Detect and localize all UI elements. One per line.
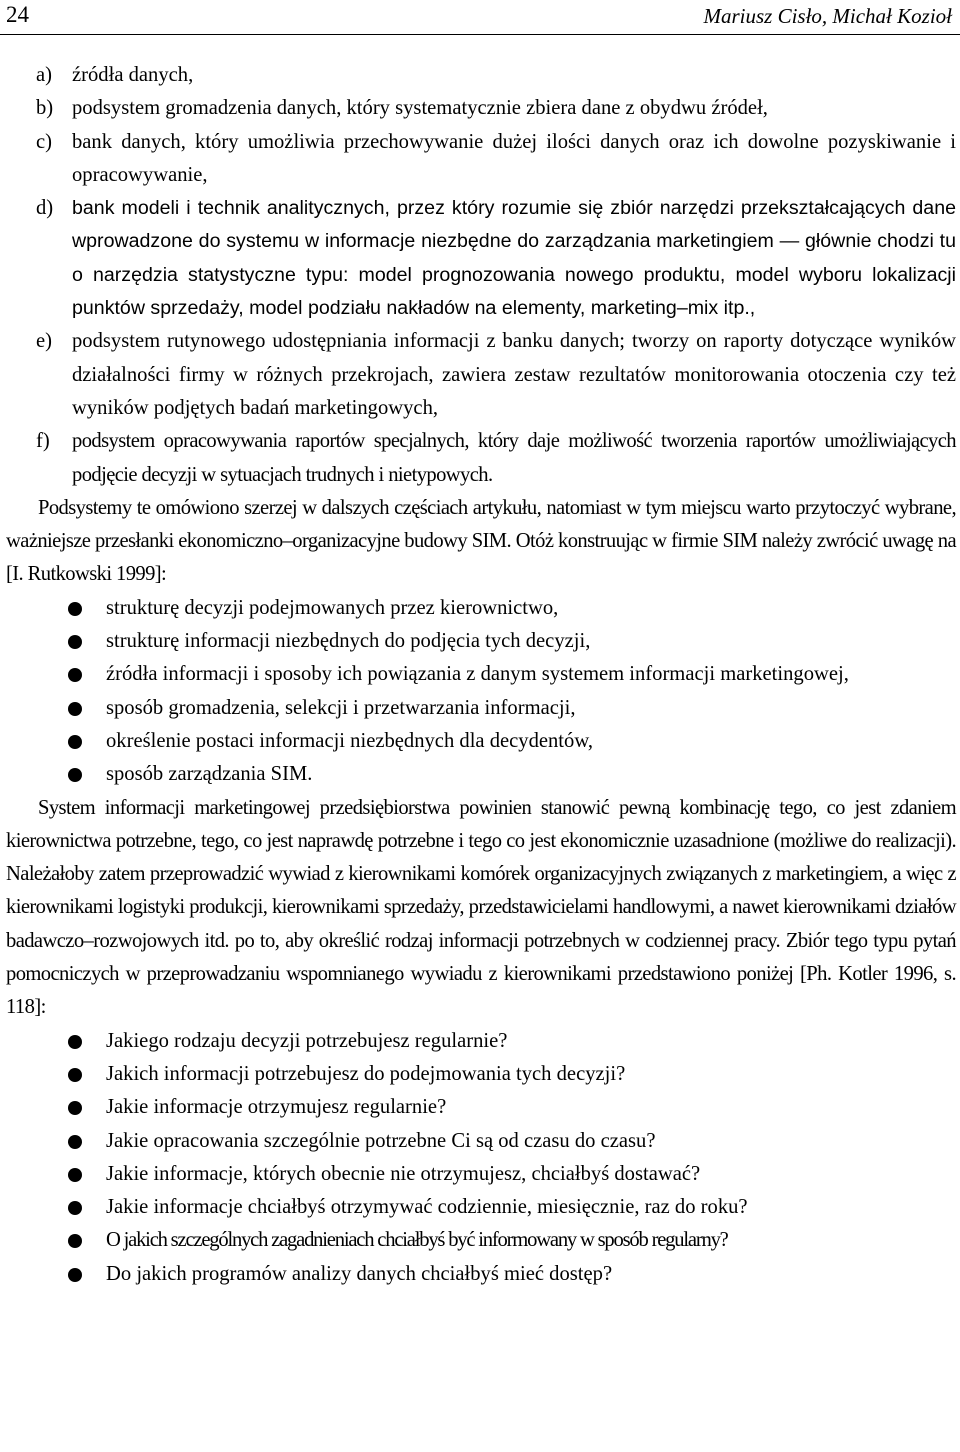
bullet-text: Jakiego rodzaju decyzji potrzebujesz regularnie? [106, 1029, 508, 1052]
bullet-item [6, 1191, 956, 1224]
bullet-text: O jakich szczególnych zagadnieniach chciałbyś być informowany w sposób regularny? [106, 1229, 728, 1252]
bullet-icon [6, 592, 106, 625]
page-header [0, 0, 960, 35]
bullet-icon [6, 1224, 106, 1257]
list-item-text: bank modeli i technik analitycznych, przez który rozumie się zbiór narzędzi przekształcających dane wprowadzone do systemu w informacje niezbędne do zarządzania marketingiem — głównie chodzi tu o narzędzia statystyczne typu: model prognozowania nowego produktu, model wyboru lokalizacji punktów sprzedaży, model podziału nakładów na elementy, marketing–mix itp., [72, 197, 956, 320]
bullet-item [6, 1258, 956, 1291]
bullet-icon [6, 1125, 106, 1158]
list-item-label: f) [36, 430, 50, 453]
paragraph-2: System informacji marketingowej przedsiębiorstwa powinien stanowić pewną kombinację tego, co jest zdaniem kierownictwa potrzebne, tego, co jest naprawdę potrzebne i tego co jest ekonomicznie uzasadnione (możliwe do realizacji). Należałoby zatem przeprowadzić wywiad z kierownikami komórek organizacyjnych związanych z marketingiem, a więc z kierownikami logistyki produkcji, kierownikami sprzedaży, przedstawicielami handlowymi, a nawet kierownikami działów badawczo–rozwojowych itd. po to, aby określić rodzaj informacji potrzebnych w codziennej pracy. Zbiór tego typu pytań pomocniczych w przeprowadzaniu wspomnianego wywiadu z kierownikami przedstawiono poniżej [Ph. Kotler 1996, s. 118]: [6, 796, 956, 1019]
list-item-label: e) [36, 330, 52, 353]
bullet-icon [6, 1158, 106, 1191]
bullet-item [6, 625, 956, 658]
bullet-icon [6, 1258, 106, 1291]
bullet-text: sposób gromadzenia, selekcji i przetwarzania informacji, [106, 696, 576, 719]
list-item-text: podsystem gromadzenia danych, który systematycznie zbiera dane z obydwu źródeł, [72, 97, 768, 120]
bullet-item [6, 758, 956, 791]
bullet-icon [6, 625, 106, 658]
bullet-item [6, 1125, 956, 1158]
page-body [6, 59, 956, 1291]
bullet-text: określenie postaci informacji niezbędnych dla decydentów, [106, 729, 594, 752]
list-item-text: podsystem opracowywania raportów specjalnych, który daje możliwość tworzenia raportów umożliwiających podjęcie decyzji w sytuacjach trudnych i nietypowych. [72, 430, 956, 486]
bullet-icon [6, 1191, 106, 1224]
bullet-text: strukturę decyzji podejmowanych przez kierownictwo, [106, 596, 559, 619]
list-item-text: bank danych, który umożliwia przechowywanie dużej ilości danych oraz ich dowolne pozyskiwanie i opracowywanie, [72, 130, 956, 186]
bullet-item [6, 658, 956, 691]
list-item-label: c) [36, 130, 52, 153]
list-item [6, 325, 956, 425]
bullet-icon [6, 725, 106, 758]
bullet-icon [6, 1025, 106, 1058]
bullet-item [6, 1025, 956, 1058]
bullet-item [6, 1224, 956, 1257]
list-item-text: podsystem rutynowego udostępniania informacji z banku danych; tworzy on raporty dotyczące wyników działalności firmy w różnych przekrojach, zawiera zestaw rezultatów monitorowania otoczenia czy też wyników podjętych badań marketingowych, [72, 330, 956, 419]
bullet-text: Jakich informacji potrzebujesz do podejmowania tych decyzji? [106, 1062, 626, 1085]
list-item-label: a) [36, 64, 52, 86]
list-item-label: d) [36, 197, 54, 220]
list-item-label: b) [36, 97, 54, 120]
list-item [6, 126, 956, 193]
bullet-item [6, 725, 956, 758]
bullet-icon [6, 658, 106, 691]
list-item [6, 192, 956, 325]
bullet-text: strukturę informacji niezbędnych do podjęcia tych decyzji, [106, 630, 591, 653]
paragraph-1: Podsystemy te omówiono szerzej w dalszych częściach artykułu, natomiast w tym miejscu warto przytoczyć wybrane, ważniejsze przesłanki ekonomiczno–organizacyjne budowy SIM. Otóż konstruując w firmie SIM należy zwrócić uwagę na [I. Rutkowski 1999]: [6, 496, 956, 586]
bullet-text: źródła informacji i sposoby ich powiązania z danym systemem informacji marketingowej, [106, 663, 849, 686]
bullet-text: Jakie opracowania szczególnie potrzebne Ci są od czasu do czasu? [106, 1129, 656, 1152]
list-item [6, 425, 956, 492]
bullet-item [6, 692, 956, 725]
bullet-text: Jakie informacje, których obecnie nie otrzymujesz, chciałbyś dostawać? [106, 1162, 701, 1185]
page-number: 24 [6, 2, 29, 27]
bullet-list-2 [6, 1025, 956, 1291]
bullet-icon [6, 1058, 106, 1091]
bullet-list-1 [6, 592, 956, 792]
bullet-text: Do jakich programów analizy danych chciałbyś mieć dostęp? [106, 1262, 613, 1285]
bullet-icon [6, 1091, 106, 1124]
bullet-text: Jakie informacje chciałbyś otrzymywać codziennie, miesięcznie, raz do roku? [106, 1196, 748, 1219]
bullet-text: sposób zarządzania SIM. [106, 763, 313, 786]
bullet-icon [6, 692, 106, 725]
list-item [6, 92, 956, 125]
bullet-item [6, 1058, 956, 1091]
bullet-item [6, 1158, 956, 1191]
running-head-authors: Mariusz Cisło, Michał Kozioł [703, 4, 952, 28]
bullet-icon [6, 758, 106, 791]
bullet-item [6, 1091, 956, 1124]
bullet-item [6, 592, 956, 625]
bullet-text: Jakie informacje otrzymujesz regularnie? [106, 1096, 447, 1119]
subsystem-list [6, 59, 956, 492]
list-item-text: źródła danych, [72, 64, 194, 86]
list-item [6, 59, 956, 92]
